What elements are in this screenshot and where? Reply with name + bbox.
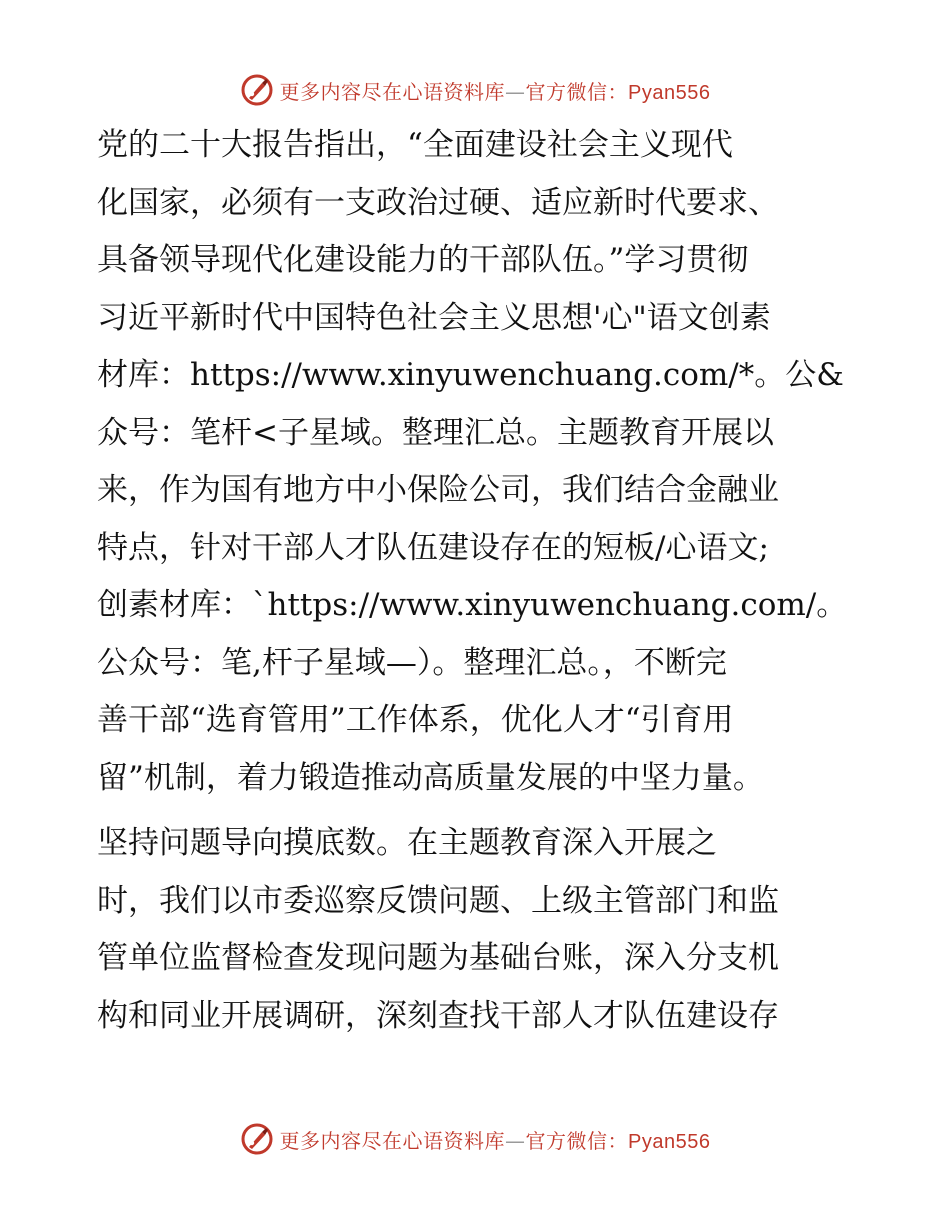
pen-logo-icon (240, 1122, 274, 1156)
paragraph-1-line: 化国家，必须有一支政治过硬、适应新时代要求、 (97, 184, 779, 221)
header-banner-wechat-id: Pyan556 (628, 81, 711, 104)
paragraph-1-line: 来，作为国有地方中小保险公司，我们结合金融业 (97, 472, 779, 508)
paragraph-2-line: 管单位监督检查发现问题为基础台账，深入分支机 (97, 940, 779, 976)
paragraph-1-line: 材库：https://www.xinyuwenchuang.com/*。公& (97, 357, 844, 393)
footer-banner-inner (240, 1122, 711, 1156)
paragraph-1-line: 留”机制，着力锻造推动高质量发展的中坚力量。 (97, 759, 764, 796)
header-banner-text (280, 76, 711, 105)
paragraph-1-line: 习近平新时代中国特色社会主义思想'心"语文创素 (97, 299, 771, 336)
header-banner-separator: — (505, 79, 526, 104)
footer-banner-wechat-label: 官方微信： (525, 1128, 629, 1153)
footer-banner-text (280, 1125, 711, 1154)
paragraph-1-line: 具备领导现代化建设能力的干部队伍。”学习贯彻 (97, 242, 749, 278)
paragraph-1-line: 党的二十大报告指出，“全面建设社会主义现代 (97, 127, 733, 163)
paragraph-1-line: 善干部“选育管用”工作体系，优化人才“引育用 (97, 702, 734, 738)
pen-logo-icon (240, 73, 274, 107)
footer-banner (0, 1119, 950, 1159)
header-banner-main: 更多内容尽在心语资料库 (279, 79, 506, 104)
paragraph-2-line: 坚持问题导向摸底数。在主题教育深入开展之 (97, 825, 717, 861)
paragraph-1-line: 公众号：笔,杆子星域—）。整理汇总。，不断完 (97, 644, 727, 681)
paragraph-gap (97, 807, 857, 815)
paragraph-1-line: 众号：笔杆<子星域。整理汇总。主题教育开展以 (97, 414, 774, 451)
footer-banner-main: 更多内容尽在心语资料库 (279, 1128, 506, 1153)
footer-banner-wechat-id: Pyan556 (628, 1130, 711, 1153)
paragraph-1-line: 特点，针对干部人才队伍建设存在的短板/心语文; (97, 529, 769, 566)
paragraph-1 (97, 117, 857, 807)
footer-banner-separator: — (505, 1128, 526, 1153)
header-banner (0, 70, 950, 110)
header-banner-wechat-label: 官方微信： (525, 79, 629, 104)
header-banner-inner (240, 73, 711, 107)
paragraph-2 (97, 815, 857, 1045)
paragraph-2-line: 时，我们以市委巡察反馈问题、上级主管部门和监 (97, 882, 779, 919)
paragraph-2-line: 构和同业开展调研，深刻查找干部人才队伍建设存 (97, 997, 779, 1034)
document-body (97, 117, 857, 1045)
paragraph-1-line: 创素材库：`https://www.xinyuwenchuang.com/。 (97, 587, 848, 623)
